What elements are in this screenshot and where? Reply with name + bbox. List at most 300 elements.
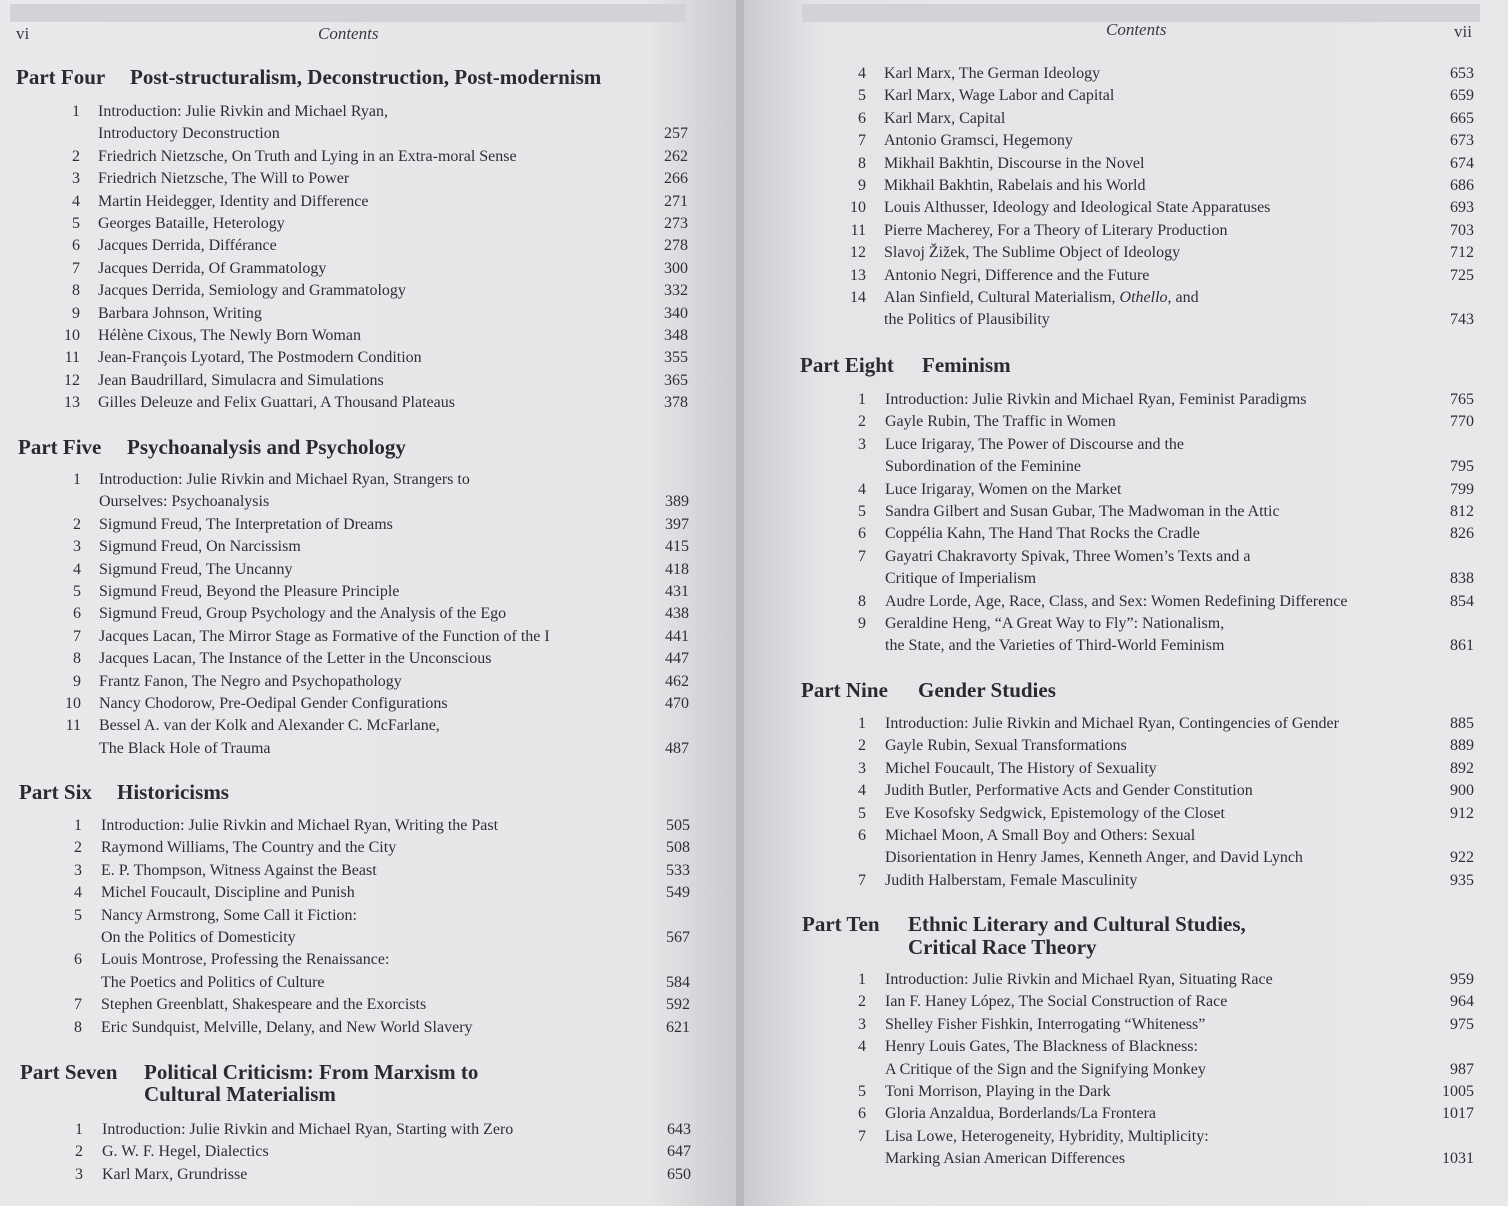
entry-page-number: 549 bbox=[666, 884, 690, 902]
entry-title: Introduction: Julie Rivkin and Michael Ryan, Feminist Paradigms bbox=[885, 391, 1307, 408]
part-heading bbox=[19, 780, 229, 804]
entry-page-number: 257 bbox=[664, 125, 688, 143]
toc-entry[interactable] bbox=[0, 882, 700, 904]
entry-page-number: 447 bbox=[665, 650, 689, 668]
entry-page-number: 567 bbox=[666, 928, 690, 946]
entry-page-number: 505 bbox=[666, 817, 690, 834]
part-label: Part Five bbox=[18, 435, 102, 459]
entry-title: Bessel A. van der Kolk and Alexander C. McFarlane, bbox=[99, 717, 440, 735]
entry-page-number: 592 bbox=[666, 996, 690, 1014]
entry-title: Louis Montrose, Professing the Renaissance: bbox=[101, 951, 390, 969]
entry-title-continued: The Black Hole of Trauma bbox=[99, 739, 271, 757]
entry-page-number: 431 bbox=[665, 583, 689, 600]
entry-number: 10 bbox=[850, 199, 866, 217]
entry-number: 6 bbox=[858, 827, 866, 844]
toc-entry[interactable] bbox=[744, 153, 1484, 175]
toc-entry[interactable] bbox=[744, 780, 1484, 802]
entry-number: 12 bbox=[64, 371, 80, 389]
toc-entry[interactable] bbox=[0, 860, 700, 882]
entry-page-number: 673 bbox=[1450, 132, 1474, 150]
toc-entry[interactable] bbox=[0, 715, 700, 760]
toc-entry[interactable] bbox=[744, 591, 1484, 613]
entry-number: 9 bbox=[73, 672, 81, 690]
toc-entry[interactable] bbox=[744, 870, 1484, 892]
toc-entry[interactable] bbox=[744, 1126, 1484, 1171]
entry-title-continued: Disorientation in Henry James, Kenneth Anger, and David Lynch bbox=[885, 849, 1303, 867]
entry-number: 1 bbox=[74, 817, 82, 834]
entry-number: 6 bbox=[74, 951, 82, 969]
entry-page-number: 665 bbox=[1450, 109, 1474, 127]
toc-entry[interactable] bbox=[744, 1014, 1484, 1036]
toc-entry[interactable] bbox=[744, 479, 1484, 501]
entry-title: Barbara Johnson, Writing bbox=[98, 304, 262, 322]
entry-title: Audre Lorde, Age, Race, Class, and Sex: Women Redefining Difference bbox=[885, 592, 1348, 610]
entry-number: 1 bbox=[73, 471, 81, 488]
entry-title-continued: the State, and the Varieties of Third-World Feminism bbox=[885, 637, 1225, 655]
entry-title: Jacques Derrida, Semiology and Grammatology bbox=[98, 282, 406, 300]
entry-title-continued: Subordination of the Feminine bbox=[885, 458, 1081, 476]
entry-title: Friedrich Nietzsche, On Truth and Lying in an Extra-moral Sense bbox=[98, 147, 517, 165]
part-label: Part Eight bbox=[800, 353, 894, 377]
toc-entry[interactable] bbox=[744, 175, 1484, 197]
toc-entry[interactable] bbox=[744, 501, 1484, 523]
entry-title: Martin Heidegger, Identity and Difference bbox=[98, 192, 369, 210]
toc-entry[interactable] bbox=[744, 287, 1484, 332]
part-title: Historicisms bbox=[117, 780, 229, 804]
entry-page-number: 826 bbox=[1450, 525, 1474, 543]
part-heading bbox=[801, 678, 1056, 702]
entry-number: 6 bbox=[858, 109, 866, 127]
entry-title: Michael Moon, A Small Boy and Others: Sexual bbox=[885, 827, 1196, 844]
entry-title: Michel Foucault, The History of Sexuality bbox=[885, 759, 1157, 777]
entry-title: Lisa Lowe, Heterogeneity, Hybridity, Multiplicity: bbox=[885, 1127, 1209, 1145]
entry-page-number: 643 bbox=[667, 1121, 691, 1138]
toc-entry[interactable] bbox=[744, 411, 1484, 433]
entry-page-number: 1017 bbox=[1442, 1105, 1474, 1123]
entry-page-number: 1031 bbox=[1442, 1150, 1474, 1168]
entry-title: Alan Sinfield, Cultural Materialism, Othello, and bbox=[884, 289, 1199, 306]
entry-page-number: 674 bbox=[1450, 154, 1474, 172]
entry-number: 2 bbox=[858, 737, 866, 755]
entry-page-number: 799 bbox=[1450, 480, 1474, 498]
entry-number: 13 bbox=[64, 394, 80, 412]
toc-entry[interactable] bbox=[0, 213, 700, 235]
right-page bbox=[744, 0, 1508, 1206]
toc-entry[interactable] bbox=[744, 1036, 1484, 1081]
entry-page-number: 686 bbox=[1450, 177, 1474, 194]
toc-entry[interactable] bbox=[0, 469, 700, 514]
entry-page-number: 266 bbox=[664, 170, 688, 188]
entry-title-italic: Othello bbox=[1119, 289, 1168, 306]
toc-entry[interactable] bbox=[0, 325, 700, 347]
toc-entry[interactable] bbox=[744, 613, 1484, 658]
entry-number: 5 bbox=[858, 503, 866, 520]
entry-page-number: 397 bbox=[665, 515, 689, 533]
part-title: Ethnic Literary and Cultural Studies, bbox=[908, 912, 1246, 936]
entry-page-number: 647 bbox=[667, 1143, 691, 1161]
entry-page-number: 987 bbox=[1450, 1060, 1474, 1078]
toc-entry[interactable] bbox=[0, 603, 700, 625]
entry-title: Sigmund Freud, The Uncanny bbox=[99, 560, 293, 578]
entry-number: 7 bbox=[73, 627, 81, 645]
entry-title: Luce Irigaray, Women on the Market bbox=[885, 480, 1122, 498]
toc-entry[interactable] bbox=[0, 949, 700, 994]
entry-page-number: 653 bbox=[1450, 65, 1474, 82]
part-heading bbox=[800, 353, 1011, 377]
entry-page-number: 332 bbox=[664, 282, 688, 300]
entry-number: 9 bbox=[72, 304, 80, 322]
toc-entry[interactable] bbox=[744, 523, 1484, 545]
entry-number: 10 bbox=[64, 327, 80, 344]
entry-page-number: 340 bbox=[664, 304, 688, 322]
toc-entry[interactable] bbox=[0, 905, 700, 950]
entry-title: E. P. Thompson, Witness Against the Beast bbox=[101, 861, 377, 879]
entry-number: 1 bbox=[75, 1121, 83, 1138]
entry-page-number: 712 bbox=[1450, 244, 1474, 262]
entry-title: Gayle Rubin, The Traffic in Women bbox=[885, 413, 1116, 431]
entry-title: Introduction: Julie Rivkin and Michael Ryan, Contingencies of Gender bbox=[885, 715, 1339, 732]
entry-number: 8 bbox=[74, 1018, 82, 1036]
toc-entry[interactable] bbox=[0, 258, 700, 280]
entry-number: 7 bbox=[74, 996, 82, 1014]
entry-number: 3 bbox=[72, 170, 80, 188]
entry-number: 11 bbox=[65, 717, 81, 735]
entry-title: Toni Morrison, Playing in the Dark bbox=[885, 1083, 1111, 1100]
toc-entry[interactable] bbox=[0, 581, 700, 603]
running-head: Contents bbox=[318, 24, 379, 43]
toc-entry[interactable] bbox=[744, 242, 1484, 264]
toc-entry[interactable] bbox=[0, 671, 700, 693]
toc-entry[interactable] bbox=[744, 108, 1484, 130]
entry-number: 7 bbox=[858, 547, 866, 565]
entry-title: Ian F. Haney López, The Social Construction of Race bbox=[885, 993, 1228, 1011]
entry-number: 7 bbox=[72, 259, 80, 277]
entry-title: Antonio Negri, Difference and the Future bbox=[884, 266, 1150, 284]
toc-entry[interactable] bbox=[744, 713, 1484, 735]
entry-title: Sigmund Freud, Beyond the Pleasure Principle bbox=[99, 583, 400, 600]
entry-number: 6 bbox=[858, 1105, 866, 1123]
entry-title: Jacques Derrida, Différance bbox=[98, 237, 277, 255]
part-heading bbox=[20, 1060, 479, 1106]
entry-page-number: 975 bbox=[1450, 1015, 1474, 1033]
entry-title: Nancy Armstrong, Some Call it Fiction: bbox=[101, 906, 357, 924]
entry-title: Sigmund Freud, On Narcissism bbox=[99, 538, 301, 556]
entry-page-number: 271 bbox=[664, 192, 688, 210]
toc-entry[interactable] bbox=[744, 434, 1484, 479]
entry-title: Eve Kosofsky Sedgwick, Epistemology of the Closet bbox=[885, 804, 1225, 822]
entry-page-number: 415 bbox=[665, 538, 689, 556]
entry-page-number: 650 bbox=[667, 1165, 691, 1183]
toc-entry[interactable] bbox=[744, 220, 1484, 242]
entry-page-number: 659 bbox=[1450, 87, 1474, 105]
toc-entry[interactable] bbox=[744, 803, 1484, 825]
toc-entry[interactable] bbox=[0, 146, 700, 168]
entry-number: 5 bbox=[858, 804, 866, 822]
toc-entry[interactable] bbox=[744, 825, 1484, 870]
entry-title: Henry Louis Gates, The Blackness of Blackness: bbox=[885, 1038, 1198, 1056]
entry-title-continued: Introductory Deconstruction bbox=[98, 125, 280, 143]
page-top-band bbox=[10, 4, 686, 22]
toc-entry[interactable] bbox=[0, 303, 700, 325]
toc-entry[interactable] bbox=[744, 265, 1484, 287]
entry-page-number: 922 bbox=[1450, 849, 1474, 867]
toc-entry[interactable] bbox=[744, 991, 1484, 1013]
entry-number: 1 bbox=[858, 971, 866, 988]
entry-page-number: 838 bbox=[1450, 570, 1474, 588]
entry-page-number: 418 bbox=[665, 560, 689, 578]
toc-entry[interactable] bbox=[744, 1103, 1484, 1125]
toc-entry[interactable] bbox=[744, 546, 1484, 591]
entry-number: 1 bbox=[72, 103, 80, 120]
entry-page-number: 892 bbox=[1450, 759, 1474, 777]
entry-title: Jacques Derrida, Of Grammatology bbox=[98, 259, 327, 277]
entry-title: Judith Halberstam, Female Masculinity bbox=[885, 871, 1138, 889]
part-label: Part Ten bbox=[802, 912, 880, 936]
entry-title: Stephen Greenblatt, Shakespeare and the Exorcists bbox=[101, 996, 427, 1014]
page-folio: vi bbox=[16, 24, 30, 43]
toc-entry[interactable] bbox=[0, 815, 700, 837]
entry-title: Shelley Fisher Fishkin, Interrogating “Whiteness” bbox=[885, 1015, 1206, 1033]
entry-number: 3 bbox=[858, 759, 866, 777]
entry-title: Michel Foucault, Discipline and Punish bbox=[101, 884, 355, 902]
toc-entry[interactable] bbox=[0, 559, 700, 581]
entry-number: 11 bbox=[64, 349, 80, 367]
entry-page-number: 935 bbox=[1450, 871, 1474, 889]
entry-title: Eric Sundquist, Melville, Delany, and New World Slavery bbox=[101, 1018, 473, 1036]
entry-title: Raymond Williams, The Country and the City bbox=[101, 839, 397, 857]
entry-title: Sigmund Freud, The Interpretation of Dreams bbox=[99, 515, 393, 533]
entry-page-number: 378 bbox=[664, 394, 688, 412]
entry-title: Friedrich Nietzsche, The Will to Power bbox=[98, 170, 350, 188]
toc-entry[interactable] bbox=[0, 1017, 700, 1039]
entry-title: Georges Bataille, Heterology bbox=[98, 215, 285, 232]
part-title: Post-structuralism, Deconstruction, Post-modernism bbox=[130, 65, 602, 89]
entry-title: Frantz Fanon, The Negro and Psychopathology bbox=[99, 672, 402, 690]
entry-page-number: 584 bbox=[666, 973, 690, 991]
toc-entry[interactable] bbox=[0, 1164, 700, 1186]
part-title-line2: Cultural Materialism bbox=[144, 1082, 336, 1106]
entry-page-number: 365 bbox=[664, 371, 688, 389]
entry-page-number: 462 bbox=[665, 672, 689, 690]
entry-number: 5 bbox=[858, 87, 866, 105]
toc-entry[interactable] bbox=[0, 994, 700, 1016]
toc-entry[interactable] bbox=[0, 392, 700, 414]
entry-page-number: 861 bbox=[1450, 637, 1474, 655]
entry-page-number: 743 bbox=[1450, 311, 1474, 329]
entry-page-number: 770 bbox=[1450, 413, 1474, 431]
toc-entry[interactable] bbox=[0, 347, 700, 369]
entry-number: 13 bbox=[850, 266, 866, 284]
toc-entry[interactable] bbox=[744, 758, 1484, 780]
entry-title: Mikhail Bakhtin, Rabelais and his World bbox=[884, 177, 1146, 194]
entry-title-continued: Marking Asian American Differences bbox=[885, 1150, 1126, 1168]
entry-page-number: 1005 bbox=[1442, 1083, 1474, 1100]
entry-number: 2 bbox=[858, 413, 866, 431]
entry-page-number: 273 bbox=[664, 215, 688, 232]
entry-number: 3 bbox=[858, 1015, 866, 1033]
entry-number: 7 bbox=[858, 1127, 866, 1145]
entry-title: Sandra Gilbert and Susan Gubar, The Madwoman in the Attic bbox=[885, 503, 1280, 520]
entry-title: Judith Butler, Performative Acts and Gender Constitution bbox=[885, 782, 1253, 800]
part-heading bbox=[16, 65, 602, 89]
part-title: Gender Studies bbox=[918, 678, 1056, 702]
entry-number: 5 bbox=[72, 215, 80, 232]
entry-number: 6 bbox=[858, 525, 866, 543]
entry-title: Louis Althusser, Ideology and Ideological State Apparatuses bbox=[884, 199, 1271, 217]
entry-number: 4 bbox=[73, 560, 81, 578]
entry-number: 2 bbox=[75, 1143, 83, 1161]
entry-number: 3 bbox=[858, 435, 866, 453]
entry-number: 2 bbox=[858, 993, 866, 1011]
entry-title: Introduction: Julie Rivkin and Michael Ryan, Starting with Zero bbox=[102, 1121, 514, 1138]
entry-number: 5 bbox=[858, 1083, 866, 1100]
entry-page-number: 262 bbox=[664, 147, 688, 165]
entry-title: Gloria Anzaldua, Borderlands/La Frontera bbox=[885, 1105, 1157, 1123]
entry-number: 10 bbox=[65, 695, 81, 712]
entry-number: 4 bbox=[858, 65, 866, 82]
part-label: Part Seven bbox=[20, 1060, 118, 1084]
entry-title: Jacques Lacan, The Mirror Stage as Formative of the Function of the I bbox=[99, 627, 550, 645]
entry-number: 3 bbox=[73, 538, 81, 556]
entry-number: 8 bbox=[858, 592, 866, 610]
entry-title: Sigmund Freud, Group Psychology and the Analysis of the Ego bbox=[99, 605, 507, 623]
entry-page-number: 508 bbox=[666, 839, 690, 857]
entry-page-number: 355 bbox=[664, 349, 688, 367]
entry-title: Gayle Rubin, Sexual Transformations bbox=[885, 737, 1127, 755]
entry-title: Gayatri Chakravorty Spivak, Three Women’s Texts and a bbox=[885, 547, 1251, 565]
entry-page-number: 693 bbox=[1450, 199, 1474, 217]
entry-page-number: 725 bbox=[1450, 266, 1474, 284]
entry-number: 6 bbox=[73, 605, 81, 623]
part-label: Part Six bbox=[19, 780, 92, 804]
entry-number: 5 bbox=[74, 906, 82, 924]
entry-page-number: 765 bbox=[1450, 391, 1474, 408]
entry-title: Jean-François Lyotard, The Postmodern Condition bbox=[98, 349, 422, 367]
toc-entry[interactable] bbox=[0, 370, 700, 392]
entry-title-continued: the Politics of Plausibility bbox=[884, 311, 1050, 329]
entry-title: Jean Baudrillard, Simulacra and Simulations bbox=[98, 371, 384, 389]
part-title: Psychoanalysis and Psychology bbox=[127, 435, 406, 459]
page-folio: vii bbox=[1454, 22, 1472, 41]
toc-entry[interactable] bbox=[0, 693, 700, 715]
entry-number: 5 bbox=[73, 583, 81, 600]
entry-title: G. W. F. Hegel, Dialectics bbox=[102, 1143, 269, 1161]
entry-title: Karl Marx, Capital bbox=[884, 109, 1006, 127]
entry-number: 2 bbox=[72, 147, 80, 165]
entry-title: Introduction: Julie Rivkin and Michael Ryan, bbox=[98, 103, 388, 120]
entry-number: 7 bbox=[858, 871, 866, 889]
entry-page-number: 441 bbox=[665, 627, 689, 645]
entry-number: 8 bbox=[858, 154, 866, 172]
entry-title: Antonio Gramsci, Hegemony bbox=[884, 132, 1073, 150]
toc-entry[interactable] bbox=[0, 536, 700, 558]
entry-number: 4 bbox=[74, 884, 82, 902]
part-title: Feminism bbox=[922, 353, 1011, 377]
entry-number: 11 bbox=[850, 221, 866, 239]
entry-number: 1 bbox=[858, 391, 866, 408]
entry-number: 6 bbox=[72, 237, 80, 255]
entry-page-number: 795 bbox=[1450, 458, 1474, 476]
entry-number: 4 bbox=[858, 782, 866, 800]
entry-page-number: 900 bbox=[1450, 782, 1474, 800]
toc-entry[interactable] bbox=[0, 191, 700, 213]
entry-title: Jacques Lacan, The Instance of the Letter in the Unconscious bbox=[99, 650, 492, 668]
entry-number: 14 bbox=[850, 289, 866, 306]
entry-title: Hélène Cixous, The Newly Born Woman bbox=[98, 327, 361, 344]
entry-page-number: 438 bbox=[665, 605, 689, 623]
entry-title: Mikhail Bakhtin, Discourse in the Novel bbox=[884, 154, 1145, 172]
entry-title: Introduction: Julie Rivkin and Michael Ryan, Writing the Past bbox=[101, 817, 499, 834]
entry-page-number: 470 bbox=[665, 695, 689, 712]
toc-entry[interactable] bbox=[744, 197, 1484, 219]
entry-page-number: 703 bbox=[1450, 221, 1474, 239]
entry-number: 9 bbox=[858, 177, 866, 194]
entry-number: 8 bbox=[72, 282, 80, 300]
entry-page-number: 885 bbox=[1450, 715, 1474, 732]
entry-page-number: 912 bbox=[1450, 804, 1474, 822]
toc-entry[interactable] bbox=[744, 85, 1484, 107]
entry-number: 8 bbox=[73, 650, 81, 668]
toc-entry[interactable] bbox=[744, 63, 1484, 85]
entry-number: 2 bbox=[73, 515, 81, 533]
toc-entry[interactable] bbox=[0, 514, 700, 536]
toc-entry[interactable] bbox=[0, 1119, 700, 1141]
toc-entry[interactable] bbox=[744, 130, 1484, 152]
part-label: Part Four bbox=[16, 65, 106, 89]
toc-entry[interactable] bbox=[744, 735, 1484, 757]
toc-entry[interactable] bbox=[0, 280, 700, 302]
toc-entry[interactable] bbox=[0, 1141, 700, 1163]
toc-entry[interactable] bbox=[744, 969, 1484, 991]
entry-number: 7 bbox=[858, 132, 866, 150]
entry-page-number: 812 bbox=[1450, 503, 1474, 520]
entry-title: Karl Marx, The German Ideology bbox=[884, 65, 1101, 82]
entry-title: Geraldine Heng, “A Great Way to Fly”: Nationalism, bbox=[885, 615, 1225, 632]
entry-title-continued: Ourselves: Psychoanalysis bbox=[99, 493, 270, 511]
entry-title-continued: Critique of Imperialism bbox=[885, 570, 1037, 588]
part-title: Political Criticism: From Marxism to bbox=[144, 1060, 479, 1084]
entry-page-number: 854 bbox=[1450, 592, 1474, 610]
entry-number: 4 bbox=[72, 192, 80, 210]
toc-entry[interactable] bbox=[744, 1081, 1484, 1103]
entry-title: Introduction: Julie Rivkin and Michael Ryan, Strangers to bbox=[99, 471, 470, 488]
entry-title: Karl Marx, Grundrisse bbox=[102, 1165, 248, 1183]
toc-entry[interactable] bbox=[0, 626, 700, 648]
toc-entry[interactable] bbox=[0, 648, 700, 670]
toc-entry[interactable] bbox=[0, 837, 700, 859]
entry-title: Luce Irigaray, The Power of Discourse and the bbox=[885, 435, 1184, 453]
toc-entry[interactable] bbox=[0, 168, 700, 190]
entry-number: 3 bbox=[74, 861, 82, 879]
entry-number: 12 bbox=[850, 244, 866, 262]
entry-title: Introduction: Julie Rivkin and Michael Ryan, Situating Race bbox=[885, 971, 1273, 988]
entry-title: Coppélia Kahn, The Hand That Rocks the Cradle bbox=[885, 525, 1200, 543]
toc-entry[interactable] bbox=[0, 101, 700, 146]
part-heading bbox=[802, 912, 1246, 959]
entry-number: 1 bbox=[858, 715, 866, 732]
entry-page-number: 533 bbox=[666, 861, 690, 879]
part-title-line2: Critical Race Theory bbox=[908, 935, 1097, 959]
toc-entry[interactable] bbox=[0, 235, 700, 257]
toc-entry[interactable] bbox=[744, 389, 1484, 411]
entry-page-number: 621 bbox=[666, 1018, 690, 1036]
entry-page-number: 959 bbox=[1450, 971, 1474, 988]
entry-number: 9 bbox=[858, 615, 866, 632]
entry-page-number: 348 bbox=[664, 327, 688, 344]
entry-number: 4 bbox=[858, 480, 866, 498]
entry-page-number: 278 bbox=[664, 237, 688, 255]
entry-title-continued: A Critique of the Sign and the Signifying Monkey bbox=[885, 1060, 1206, 1078]
